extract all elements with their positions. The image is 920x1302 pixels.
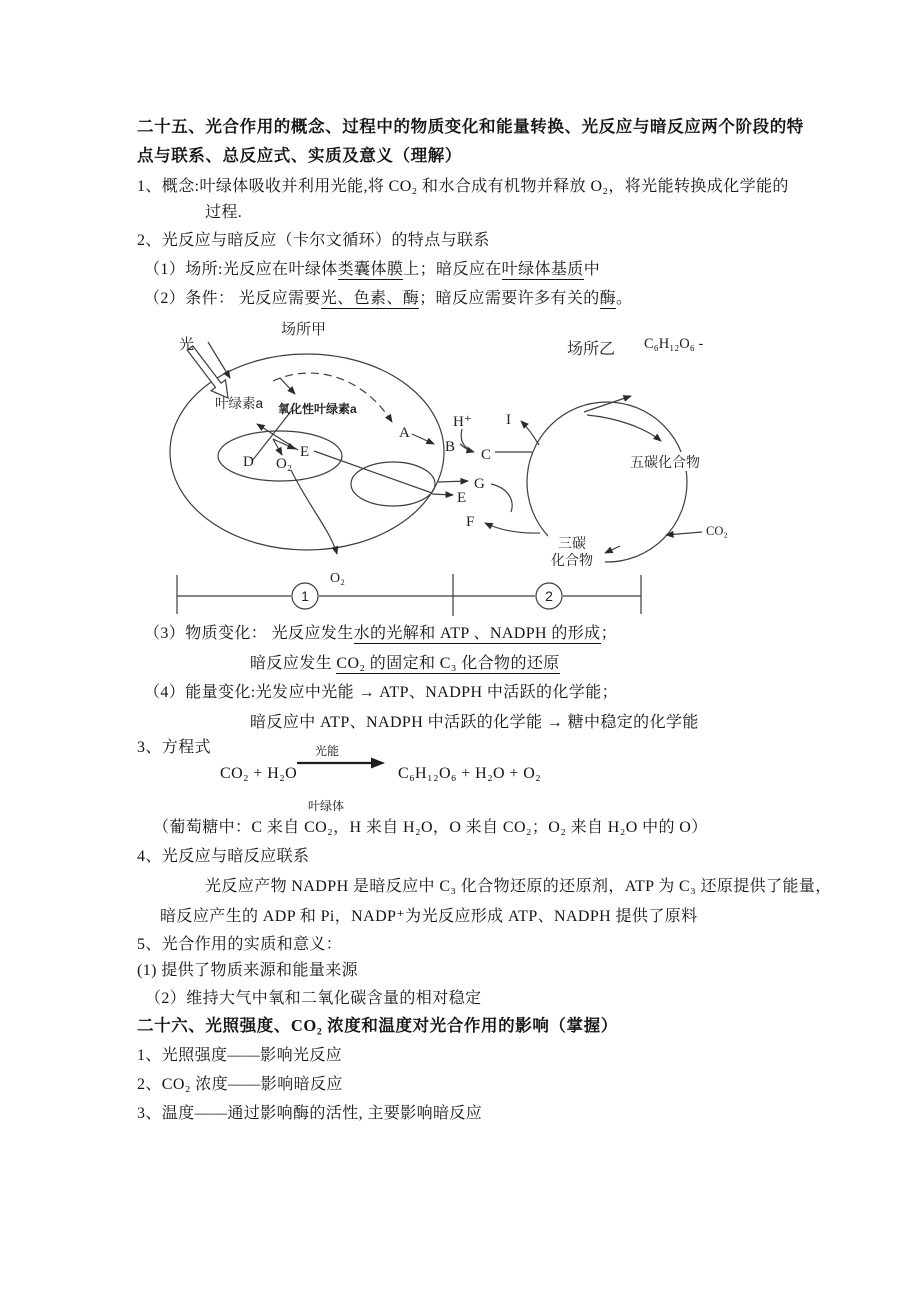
item4-line1: 光反应产物 NADPH 是暗反应中 C₃ 化合物还原的还原剂，ATP 为 C₃ 还原提供了能量，: [205, 878, 832, 895]
label-i: I: [506, 412, 511, 428]
photosynthesis-diagram: [140, 318, 800, 620]
item4-heading: 4、光反应与暗反应联系: [137, 848, 310, 865]
glucose-source-note: （葡萄糖中：C 来自 CO₂，H 来自 H₂O，O 来自 CO₂；O₂ 来自 H₂O 中的 O）: [153, 819, 708, 836]
label-g: G: [474, 476, 485, 492]
h-plus-label: H⁺: [453, 414, 472, 430]
chlorophyll-a-label: 叶绿素a: [215, 396, 264, 411]
label-e-outer: E: [457, 490, 467, 506]
item5-heading: 5、光合作用的实质和意义：: [137, 936, 343, 953]
co2-label: CO₂: [706, 524, 728, 538]
section26-title: 二十六、光照强度、CO₂ 浓度和温度对光合作用的影响（掌握）: [137, 1016, 618, 1035]
section26-item1: 1、光照强度——影响光反应: [137, 1047, 343, 1064]
equation-rhs: C₆H₁₂O₆ + H₂O + O₂: [398, 765, 542, 782]
item3-equation-heading: 3、方程式: [137, 739, 212, 756]
three-carbon-label-line2: 化合物: [551, 552, 593, 568]
cycle-to-f-arrow: [485, 523, 540, 533]
item5-point1: (1) 提供了物质来源和能量来源: [137, 962, 359, 979]
label-b: B: [445, 439, 456, 455]
item2-2-conditions: （2）条件： 光反应需要光、色素、酶；暗反应需要许多有关的酶。: [144, 290, 633, 307]
site-b-label: 场所乙: [567, 341, 616, 358]
co2-input-arrow: [666, 532, 702, 535]
label-f: F: [466, 514, 475, 530]
stage1-number: 1: [301, 588, 309, 604]
equation-above-arrow: 光能: [315, 744, 340, 758]
glucose-label: C₆H₁₂O₆ -: [644, 336, 704, 352]
section25-title-line1: 二十五、光合作用的概念、过程中的物质变化和能量转换、光反应与暗反应两个阶段的特: [137, 117, 804, 136]
oxidized-chl-branch-arrow: [280, 378, 295, 394]
oxidized-chlorophyll-a-label: 氧化性叶绿素a: [278, 402, 357, 416]
e-transport-line: [314, 451, 432, 493]
section25-title-line2: 点与联系、总反应式、实质及意义（理解）: [137, 146, 462, 165]
cycle-to-i-arrow: [521, 421, 539, 445]
e-output-arrow: [432, 494, 453, 495]
g-into-cycle-curve: [491, 484, 512, 512]
item2-4-energy-change: （4）能量变化:光发应中光能 → ATP、NADPH 中活跃的化学能；: [144, 684, 619, 701]
three-carbon-label-line1: 三碳: [558, 535, 586, 551]
label-c: C: [481, 447, 492, 463]
o2-inner-label: O₂: [276, 456, 293, 472]
stage2-number: 2: [545, 588, 553, 604]
to-five-carbon-arrow: [587, 415, 661, 441]
stage-bracket: [177, 574, 641, 616]
label-d: D: [243, 454, 254, 470]
o2-release-curve: [291, 470, 337, 554]
d-to-oxchl-line: [252, 410, 292, 461]
item2-heading: 2、光反应与暗反应（卡尔文循环）的特点与联系: [137, 232, 490, 249]
item2-3-material-change: （3）物质变化： 光反应发生水的光解和 ATP 、NADPH 的形成；: [144, 625, 617, 642]
equation-lhs: CO₂ + H₂O: [220, 765, 298, 782]
section26-item3: 3、温度——通过影响酶的活性, 主要影响暗反应: [137, 1105, 483, 1122]
label-e-inner: E: [300, 444, 310, 460]
equation-below-arrow: 叶绿体: [308, 799, 345, 813]
o2-released-label: O₂: [330, 571, 345, 586]
section26-item2: 2、CO₂ 浓度——影响暗反应: [137, 1076, 343, 1093]
light-block-arrow: [187, 346, 228, 398]
reaction-arrow: [296, 756, 386, 770]
item1-concept-line2: 过程.: [205, 204, 243, 221]
five-carbon-label: 五碳化合物: [630, 454, 700, 470]
item2-4-energy-change-cont: 暗反应中 ATP、NADPH 中活跃的化学能 → 糖中稳定的化学能: [250, 714, 699, 731]
item1-concept-line1: 1、概念:叶绿体吸收并利用光能,将 CO₂ 和水合成有机物并释放 O₂，将光能转换成化学能的: [137, 178, 789, 195]
item5-point2: （2）维持大气中氧和二氧化碳含量的相对稳定: [145, 990, 482, 1007]
to-three-carbon-arrow: [605, 546, 620, 553]
item4-line2: 暗反应产生的 ADP 和 Pi，NADP⁺为光反应形成 ATP、NADPH 提供了原料: [160, 908, 698, 925]
item2-1-location: （1）场所:光反应在叶绿体类囊体膜上；暗反应在叶绿体基质中: [144, 261, 601, 278]
light-label: 光: [179, 336, 195, 353]
a-to-b-arrow: [412, 434, 434, 444]
item2-3-material-change-cont: 暗反应发生 CO₂ 的固定和 C₃ 化合物的还原: [250, 655, 560, 672]
site-a-label: 场所甲: [281, 321, 327, 338]
label-a: A: [399, 425, 410, 441]
g-output-arrow: [438, 481, 468, 482]
